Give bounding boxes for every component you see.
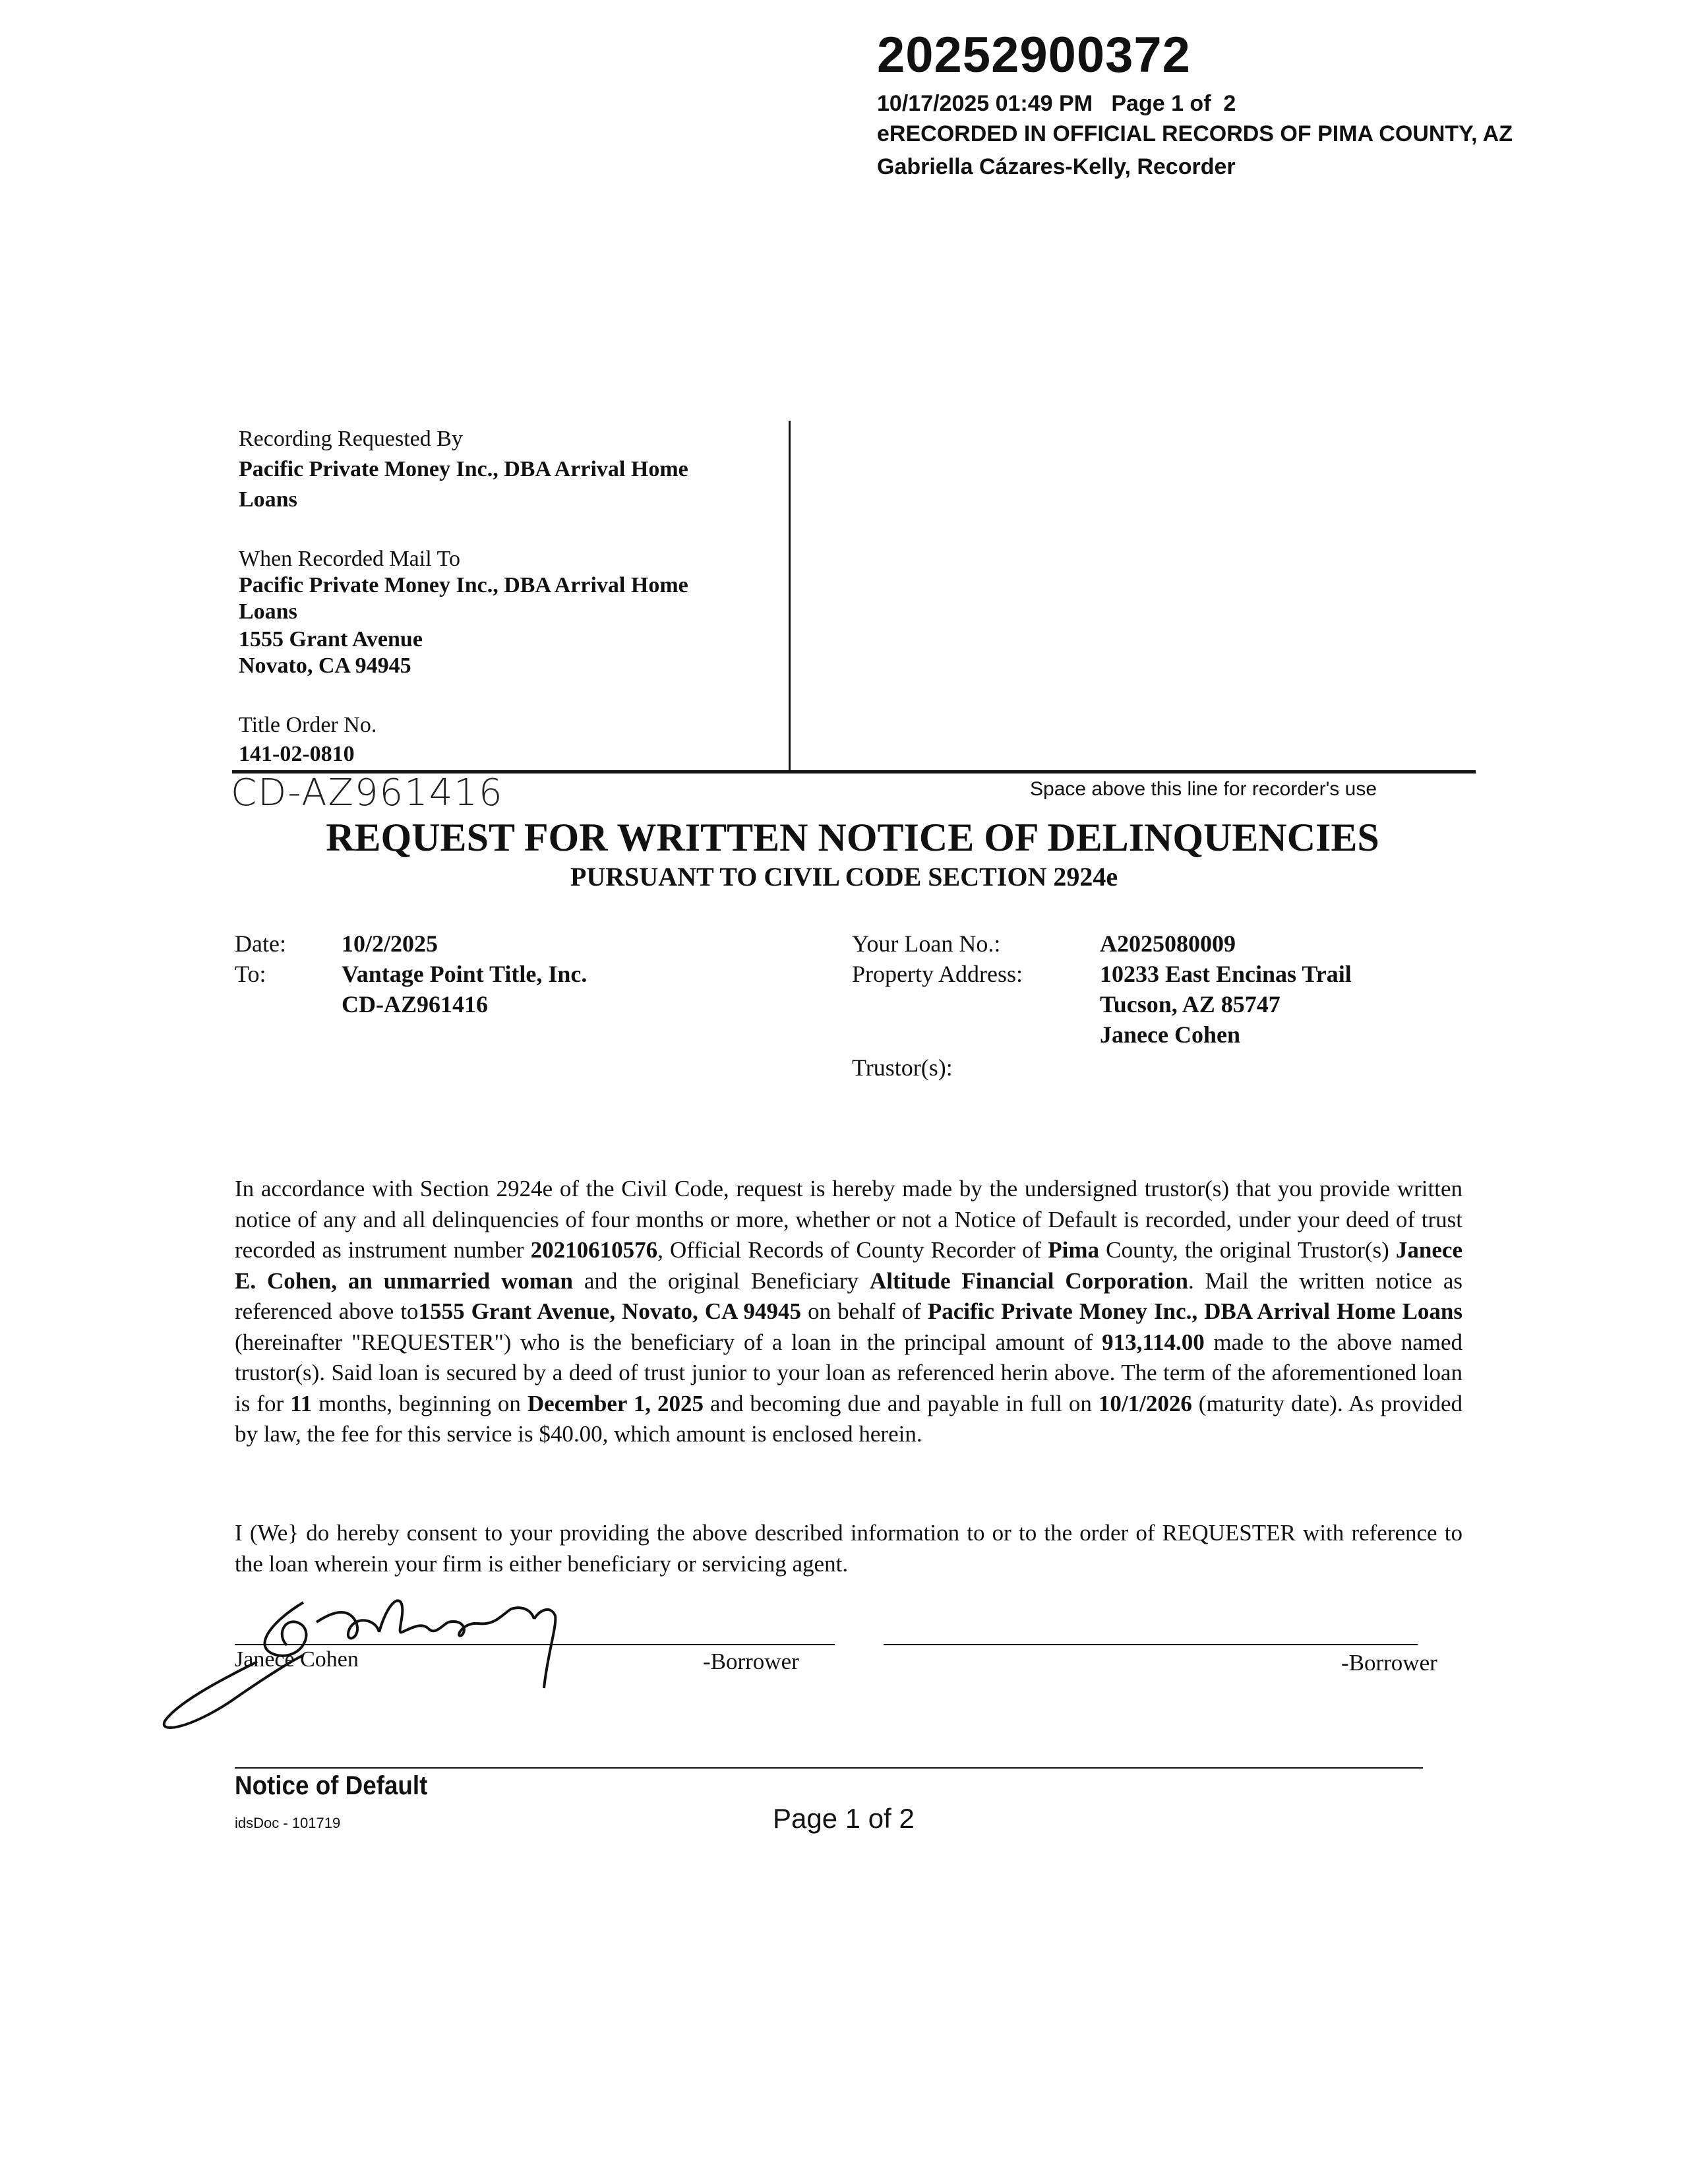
signature-line-1 (235, 1644, 835, 1645)
document-subtitle (0, 861, 1404, 892)
maturity-date: 10/1/2026 (1098, 1390, 1192, 1416)
mail-address: 1555 Grant Avenue, Novato, CA 94945 (418, 1298, 802, 1324)
body-text: (hereinafter "REQUESTER") who is the beneficiary of a loan in the principal amount of (235, 1329, 1102, 1355)
to-value-company: Vantage Point Title, Inc. (342, 961, 588, 987)
county-name: Pima (1048, 1237, 1100, 1263)
body-text: (maturity date). As provided by law, the fee for this service is $40.00, which amount is enclosed herein. (235, 1390, 1463, 1447)
footer-doc-id: idsDoc - 101719 (235, 1815, 341, 1831)
body-text: In accordance with Section 2924e of the Civil Code, request is hereby made by the undersigned trustor(s) that you provide written notice of any and all delinquencies of four months or more, whether or not a Notice of Default is recorded, under your deed of trust recorded as instrument number (235, 1176, 1462, 1263)
signer-name-1: Janece Cohen (235, 1647, 359, 1672)
signature-image (152, 1583, 626, 1734)
requested-by-label: Recording Requested By (239, 427, 463, 451)
loan-term: 11 (290, 1390, 313, 1416)
date-label: Date: (235, 930, 286, 957)
body-text: County, the original Trustor(s) (1099, 1237, 1396, 1263)
trustor-name: Janece E. Cohen, an unmarried woman (235, 1237, 1462, 1294)
title-order-label: Title Order No. (239, 713, 377, 737)
date-value: 10/2/2025 (342, 930, 438, 957)
property-address-line2: Tucson, AZ 85747 (1100, 991, 1281, 1017)
body-paragraph-2: I (We} do hereby consent to your providing the above described information to or to the order of REQUESTER with reference to the loan wherein your firm is either beneficiary or servicing agent. (235, 1520, 1462, 1577)
recording-number: 20252900372 (877, 27, 1191, 83)
mail-to-line4: Novato, CA 94945 (239, 653, 411, 678)
property-address-label: Property Address: (852, 961, 1023, 987)
loan-number-value: A2025080009 (1100, 930, 1236, 957)
body-paragraph-1 (235, 1174, 1462, 1450)
beneficiary-name: Altitude Financial Corporation (869, 1267, 1188, 1294)
body-text: , Official Records of County Recorder of (657, 1237, 1048, 1263)
property-address-line1: 10233 East Encinas Trail (1100, 961, 1352, 987)
borrower-role-2: -Borrower (1341, 1650, 1437, 1676)
mail-to-line3: 1555 Grant Avenue (239, 627, 423, 652)
recording-box-divider (789, 421, 791, 773)
recording-recorder: Gabriella Cázares-Kelly, Recorder (877, 154, 1236, 179)
footer-title: Notice of Default (235, 1771, 428, 1800)
requested-by-line2: Loans (239, 487, 297, 512)
mail-to-line2: Loans (239, 599, 297, 624)
document-title-text: REQUEST FOR WRITTEN NOTICE OF DELINQUENCIES (326, 816, 1379, 859)
body-text: made to the above named trustor(s). Said loan is secured by a deed of trust junior to your loan as referenced herin above. The term of the aforementioned loan is for (235, 1329, 1463, 1416)
loan-number-label: Your Loan No.: (852, 930, 1001, 957)
start-date: December 1, 2025 (527, 1390, 704, 1416)
borrower-role-1: -Borrower (703, 1649, 799, 1674)
mail-to-line1: Pacific Private Money Inc., DBA Arrival Home (239, 573, 688, 597)
handwritten-order-number: CD-AZ961416 (231, 772, 504, 814)
body-text: and becoming due and payable in full on (703, 1390, 1099, 1416)
to-value-order: CD-AZ961416 (342, 991, 488, 1017)
instrument-number: 20210610576 (530, 1237, 658, 1263)
body-text: and the original Beneficiary (573, 1267, 870, 1294)
requester-name: Pacific Private Money Inc., DBA Arrival Home Loans (927, 1298, 1463, 1324)
footer-divider (235, 1767, 1423, 1769)
body-text: on behalf of (801, 1298, 928, 1324)
requested-by-line1: Pacific Private Money Inc., DBA Arrival Home (239, 457, 688, 481)
trustor-label: Trustor(s): (852, 1054, 953, 1081)
recording-datetime-page: 10/17/2025 01:49 PM Page 1 of 2 (877, 91, 1236, 116)
to-label: To: (235, 961, 266, 987)
principal-amount: 913,114.00 (1102, 1329, 1205, 1355)
body-text: . Mail the written notice as referenced above to (235, 1267, 1462, 1324)
recorder-space-note: Space above this line for recorder's use (1030, 778, 1377, 800)
document-title (0, 815, 1404, 861)
mail-to-label: When Recorded Mail To (239, 547, 460, 571)
recording-office: eRECORDED IN OFFICIAL RECORDS OF PIMA COUNTY, AZ (877, 121, 1513, 146)
signature-line-2 (884, 1644, 1418, 1645)
footer-page-number: Page 1 of 2 (773, 1803, 915, 1834)
property-address-line3: Janece Cohen (1100, 1021, 1240, 1048)
body-text: months, beginning on (312, 1390, 528, 1416)
document-subtitle-text: PURSUANT TO CIVIL CODE SECTION 2924e (570, 862, 1118, 892)
title-order-value: 141-02-0810 (239, 742, 355, 766)
